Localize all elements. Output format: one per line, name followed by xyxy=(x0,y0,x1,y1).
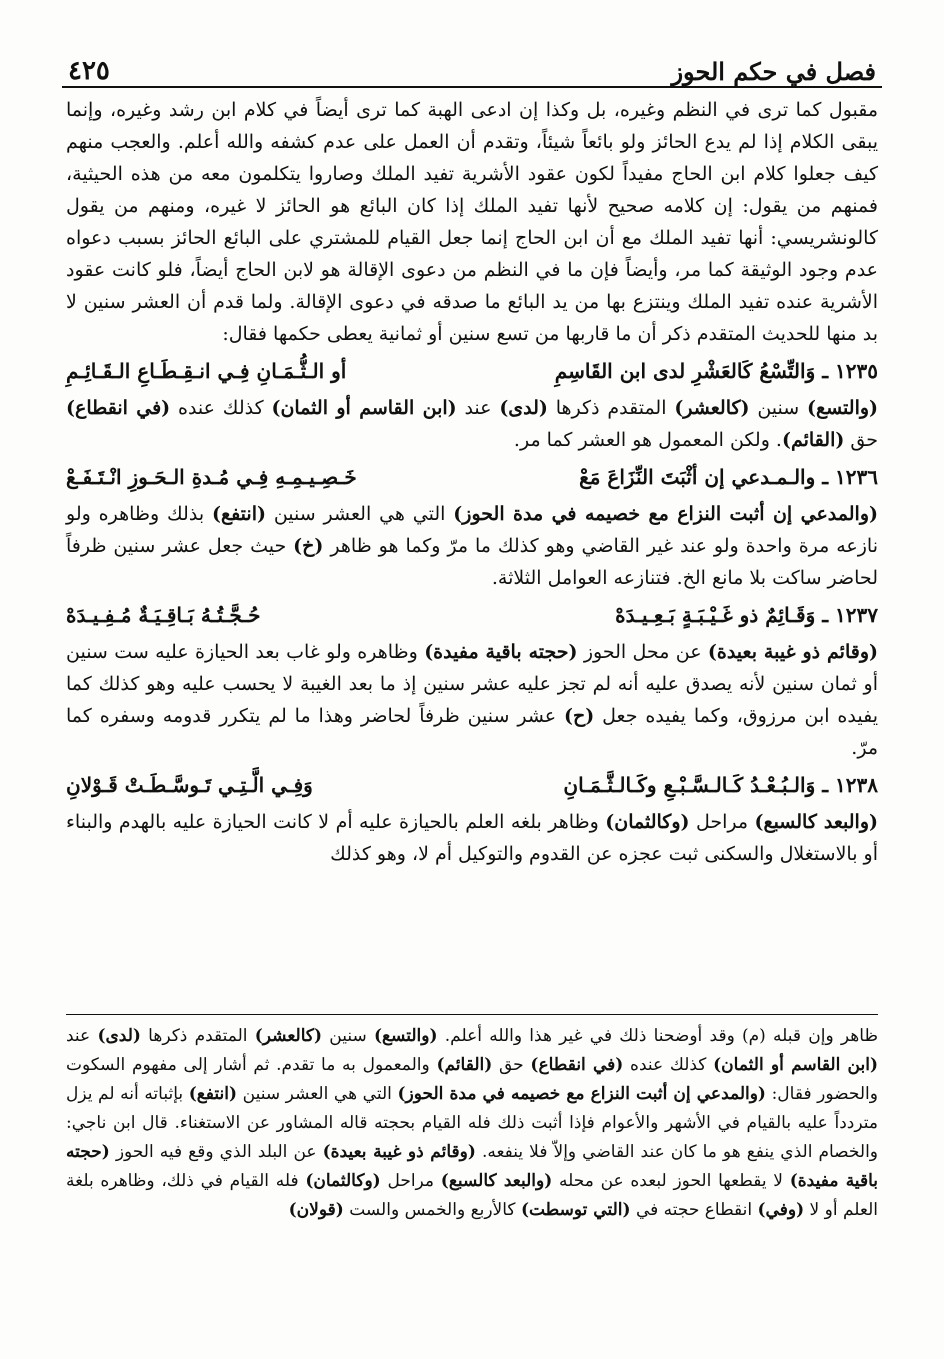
footnote-section xyxy=(66,1022,878,1225)
verse-1236 xyxy=(66,456,878,498)
footnote-quote: (في انقطاع) xyxy=(530,1055,624,1075)
commentary-1238 xyxy=(66,806,878,870)
footnote-text-run: حق xyxy=(492,1055,531,1075)
footnote-text-run: انقطاع حجته في xyxy=(630,1200,758,1220)
commentary-text: مراحل xyxy=(689,811,755,833)
running-title: فصل في حكم الحوز xyxy=(671,57,876,86)
footnote-quote: (والتسع) xyxy=(373,1026,438,1046)
footnote-quote: (والمدعي إن أثبت النزاع مع خصيمه في مدة الحوز) xyxy=(397,1084,766,1104)
footnote-quote: (وقائم ذو غيبة بعيدة) xyxy=(322,1142,476,1162)
commentary-quote: (وقائم ذو غيبة بعيدة) xyxy=(707,641,878,663)
verse-1237-first-hemistich: ١٢٣٧ ـ وَقَـائِمٌ ذو غَـيْـبَـةٍ بَـعِـيـدَهْ xyxy=(615,603,878,627)
footnote-quote: (حجته باقية مفيدة) xyxy=(66,1142,878,1191)
commentary-text: حق xyxy=(844,429,878,451)
commentary-1237 xyxy=(66,636,878,764)
footnote-text-run: والمعمول به ما تقدم. ثم أشار إلى مفهوم السكوت والحضور فقال: xyxy=(66,1055,878,1104)
page-header xyxy=(68,38,876,84)
footnote-text-run: بإثباته أنه لم يزل متردداً عليه بالقيام في الأشهر والأعوام فإذا أثبت ذلك فله القيام بحجته قاله المشاور عن الاستغناء. قال ابن ناجي: والخصام الذي ينفع هو ما كان عند القاضي وإلاّ فلا ينفعه. xyxy=(66,1084,879,1162)
main-text xyxy=(66,94,878,870)
verse-1235-second-hemistich: أو الـثُّـمَـانِ فِـي انـقِـطَـاعِ الـقَـائِـمِ xyxy=(66,359,347,383)
commentary-quote: (والتسع) xyxy=(807,397,879,419)
commentary-text: حيث جعل عشر سنين ظرفاً لحاضر ساكت بلا مانع الخ. فتنازعه العوامل الثلاثة. xyxy=(66,535,878,589)
footnote-quote: (وكالثمان) xyxy=(305,1171,381,1191)
commentary-text: التي هي العشر سنين xyxy=(265,503,454,525)
verse-1237-second-hemistich: حُـجَّـتُـهُ بَـاقِـيَـةٌ مُـفِـيـدَهْ xyxy=(66,603,261,627)
commentary-quote: (لدى) xyxy=(499,397,548,419)
commentary-1235 xyxy=(66,392,878,456)
footnote-quote: (قولان) xyxy=(288,1200,344,1220)
footnote-text-run: سنين xyxy=(322,1026,374,1046)
commentary-quote: (خ) xyxy=(293,535,324,557)
commentary-quote: (ح) xyxy=(564,705,595,727)
footnote-text-run: التي هي العشر سنين xyxy=(237,1084,398,1104)
commentary-text: بذلك وظاهره ولو نازعه مرة واحدة ولو عند غير القاضي وهو كذلك ما مرّ وكما هو ظاهر xyxy=(66,503,879,557)
verse-1237 xyxy=(66,594,878,636)
commentary-text: . ولكن المعمول هو العشر كما مر. xyxy=(513,429,782,451)
footnote-text xyxy=(66,1022,878,1225)
footnote-quote: (كالعشر) xyxy=(254,1026,323,1046)
verse-1236-second-hemistich: خَـصِـيـمِـهِ فِـي مُـدةِ الـحَـوزِ انْـتَـفَـعْ xyxy=(66,465,357,489)
footnote-quote: (انتفع) xyxy=(188,1084,238,1104)
page-number: ٤٢٥ xyxy=(68,56,110,86)
footnote-text-run: كالأربع والخمس والست xyxy=(343,1200,521,1220)
verse-1238-second-hemistich: وَفِـي الَّـتِـي تَـوسَّـطَـتْ قَـوْلانِ xyxy=(66,773,313,797)
verse-1238-first-hemistich: ١٢٣٨ ـ وَالـبُـعْـدُ كَـالـسَّـبْـعِ وكَـالـثَّـمَـانِ xyxy=(563,773,878,797)
commentary-text: كذلك عنده xyxy=(170,397,272,419)
commentary-1236 xyxy=(66,498,878,594)
footnote-text-run: مراحل xyxy=(380,1171,441,1191)
verse-1238 xyxy=(66,764,878,806)
commentary-quote: (القائم) xyxy=(781,429,845,451)
commentary-quote: (انتفع) xyxy=(211,503,266,525)
header-rule xyxy=(62,86,882,88)
footnote-quote: (ابن القاسم أو الثمان) xyxy=(713,1055,879,1075)
commentary-quote: (كالعشر) xyxy=(674,397,750,419)
commentary-text: وظاهر بلغه العلم بالحيازة عليه أم لا كانت الحيازة عليه بالهدم والبناء أو بالاستغلال والسكنى ثبت عجزه عن القدوم والتوكيل أم لا، وهو كذلك xyxy=(66,811,878,865)
footnote-text-run: المتقدم ذكرها xyxy=(140,1026,255,1046)
commentary-text: سنين xyxy=(749,397,807,419)
commentary-quote: (في انقطاع) xyxy=(66,397,171,419)
commentary-quote: (والمدعي إن أثبت النزاع مع خصيمه في مدة الحوز) xyxy=(453,503,878,525)
commentary-text: عشر سنين ظرفاً لحاضر وهذا ما لم يتكرر قدومه وسفره كما مرّ. xyxy=(66,705,878,759)
commentary-quote: (والبعد كالسبع) xyxy=(754,811,878,833)
footnote-text-run: عند xyxy=(66,1026,98,1046)
commentary-text: وظاهره ولو غاب بعد الحيازة عليه ست سنين أو ثمان سنين لأنه يصدق عليه أنه لم تجز عليه عشر سنين إذ ما بعد الغيبة لا يحسب عليه وهو كذلك كما يفيده ابن مرزوق، وكما يفيده جعل xyxy=(66,641,878,727)
footnote-quote: (التي توسطت) xyxy=(520,1200,631,1220)
footnote-text-run: عن البلد الذي وقع فيه الحوز xyxy=(109,1142,323,1162)
commentary-text: عن محل الحوز xyxy=(577,641,708,663)
commentary-text: المتقدم ذكرها xyxy=(547,397,675,419)
footnote-quote: (والبعد كالسبع) xyxy=(440,1171,553,1191)
commentary-quote: (ابن القاسم أو الثمان) xyxy=(271,397,457,419)
footnote-text-run: لا يقطعها الحوز لبعده عن محله xyxy=(552,1171,790,1191)
commentary-quote: (حجته باقية مفيدة) xyxy=(424,641,578,663)
footnote-quote: (القائم) xyxy=(436,1055,493,1075)
footnote-rule xyxy=(66,1014,878,1015)
commentary-quote: (وكالثمان) xyxy=(605,811,690,833)
footnote-text-run: فله القيام في ذلك، وظاهره بلغة العلم أو لا xyxy=(66,1171,878,1220)
verse-1235 xyxy=(66,350,878,392)
commentary-text: عند xyxy=(456,397,500,419)
footnote-text-run: ظاهر وإن قبله (م) وقد أوضحنا ذلك في غير هذا والله أعلم. xyxy=(437,1026,878,1046)
footnote-quote: (لدى) xyxy=(97,1026,141,1046)
paragraph-intro: مقبول كما ترى في النظم وغيره، بل وكذا إن ادعى الهبة كما ترى أيضاً في كلام ابن رشد وغيره، وإنما يبقى الكلام إذا لم يدع الحائز ولو بائعاً شيئاً، وتقدم أن العمل على عدم كشفه والله أعلم. والعجب منهم كيف جعلوا كلام ابن الحاج مفيداً لكون عقود الأشرية تفيد الملك وصاروا يتكلمون معه من هذه الحيثية، فمنهم من يقول: إن كلامه صحيح لأنها تفيد الملك إذا كان البائع هو الحائز لا غيره، ومنهم من يقول كالونشريسي: أنها تفيد الملك مع أن ابن الحاج إنما جعل القيام للمشتري على البائع الحائز بسبب دعواه عدم وجود الوثيقة كما مر، وأيضاً فإن ما في النظم من دعوى الإقالة هو لابن الحاج أيضاً، فلو كانت عقود الأشرية عنده تفيد الملك وينتزع بها من يد البائع ما صدقه في دعوى الإقالة. ولما قدم أن العشر سنين لا بد منها للحديث المتقدم ذكر أن ما قاربها من تسع سنين أو ثمانية يعطى حكمها فقال: xyxy=(66,99,878,345)
verse-1236-first-hemistich: ١٢٣٦ ـ والـمـدعي إن أثْبَتَ النِّزَاعَ مَعْ xyxy=(579,465,878,489)
footnote-quote: (وفي) xyxy=(757,1200,805,1220)
verse-1235-first-hemistich: ١٢٣٥ ـ وَالتِّسْعُ كَالعَشْرِ لدى ابن القَاسِمِ xyxy=(554,359,878,383)
footnote-text-run: كذلك عنده xyxy=(623,1055,714,1075)
